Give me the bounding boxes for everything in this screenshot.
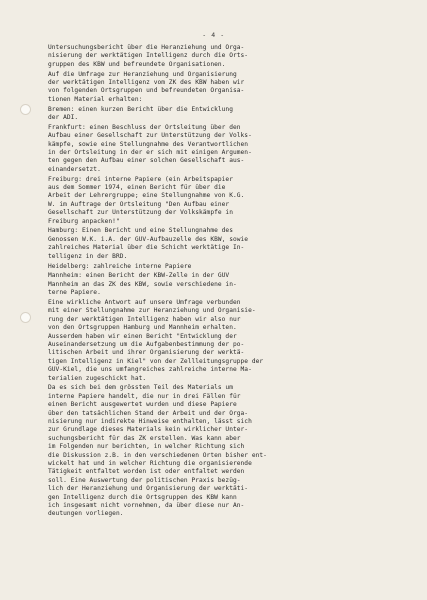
text-line: telligenz in der BRD. [48, 252, 128, 260]
text-line: interne Papiere handelt, die nur in drei Fällen für [48, 392, 241, 400]
text-line: Bremen: einen kurzen Bericht über die Entwicklung [48, 105, 233, 113]
text-line: Freiburg: drei interne Papiere (ein Arbeitspapier [48, 175, 233, 183]
text-line: Frankfurt: einen Beschluss der Ortsleitung über den [48, 123, 241, 131]
page-number: - 4 - [202, 31, 225, 39]
para-frankfurt [48, 124, 394, 174]
text-line: Auseinandersetzung um die Aufgabenbestimmung der po- [48, 340, 245, 348]
text-line: suchungsbericht für das ZK erstellen. Was kann aber [48, 434, 241, 442]
text-line: der werktätigen Intelligenz vom ZK des KBW haben wir [48, 79, 245, 87]
text-line: Aufbau einer Gesellschaft zur Unterstützung der Volks- [48, 132, 252, 140]
text-line: von den Ortsgruppen Hamburg und Mannheim erhalten. [48, 324, 237, 332]
para-freiburg [48, 176, 394, 226]
text-line: nisierung der werktätigen Intelligenz durch die Orts- [48, 52, 249, 60]
text-line: terne Papiere. [48, 289, 101, 297]
text-line: terialien zugeschickt hat. [48, 374, 147, 382]
text-line: ten gegen den Aufbau einer solchen Gesellschaft aus- [48, 157, 245, 165]
para-answer [48, 299, 394, 383]
text-line: Gesellschaft zur Unterstützung der Volkskämpfe in [48, 209, 233, 217]
text-line: deutungen vorliegen. [48, 510, 124, 518]
text-line: mit einer Stellungnahme zur Heranziehung und Organisie- [48, 307, 256, 315]
text-line: die Diskussion z.B. in den verschiedenen Orten bisher ent- [48, 451, 267, 459]
text-line: einandersetzt. [48, 165, 101, 173]
text-line: tigen Intelligenz in Kiel" von der Zellleitungsgruppe der [48, 357, 264, 365]
text-line: aus dem Sommer 1974, einen Bericht für über die [48, 184, 226, 192]
para-hamburg [48, 227, 394, 261]
text-line: im Folgenden nur berichten, in welcher Richtung sich [48, 443, 245, 451]
text-line: kämpfe, sowie eine Stellungnahme des Verantwortlichen [48, 140, 249, 148]
text-line: Mannheim: einen Bericht der KBW-Zelle in der GUV [48, 272, 230, 280]
text-line: ich insgesamt nicht vornehmen, da über diese nur An- [48, 502, 245, 510]
text-line: Heidelberg: zahlreiche interne Papiere [48, 262, 192, 270]
text-line: nisierung nur indirekte Hinweise enthalten, lässt sich [48, 417, 252, 425]
text-line: in der Ortsleitung in der er sich mit einigen Argumen- [48, 149, 252, 157]
text-line: soll. Eine Auswertung der politischen Praxis bezüg- [48, 476, 241, 484]
para-heidelberg [48, 263, 394, 271]
text-line: Auf die Umfrage zur Heranziehung und Organisierung [48, 70, 237, 78]
text-line: gen Intelligenz durch die Ortsgruppen des KBW kann [48, 493, 237, 501]
text-line: der ADI. [48, 114, 79, 122]
para-intro [48, 44, 394, 69]
text-line: Untersuchungsbericht über die Heranziehung und Orga- [48, 44, 245, 51]
text-line: einen Bericht ausgewertet wurden und diese Papiere [48, 401, 237, 409]
text-line: W. im Auftrage der Ortsleitung "Den Aufbau einer [48, 200, 230, 208]
text-line: über den tatsächlichen Stand der Arbeit und der Orga- [48, 409, 249, 417]
text-line: litischen Arbeit und ihrer Organisierung der werktä- [48, 349, 245, 357]
text-line: GUV-Kiel, die uns umfangreiches zahlreiche interne Ma- [48, 366, 252, 374]
text-line: wickelt hat und in welcher Richtung die organisierende [48, 460, 252, 468]
text-line: Da es sich bei dem grössten Teil des Materials um [48, 384, 233, 392]
punch-hole-top [20, 104, 31, 115]
text-line: von folgenden Ortsgruppen und befreundeten Organisa- [48, 87, 245, 95]
text-line: lich der Heranziehung und Organisierung der werktäti- [48, 485, 249, 493]
text-line: Genossen W.K. i.A. der GUV-Aufbauzelle des KBW, sowie [48, 235, 249, 243]
para-request [48, 71, 394, 105]
text-line: Tätigkeit entfaltet worden ist oder entfaltet werden [48, 468, 245, 476]
text-line: Eine wirkliche Antwort auf unsere Umfrage verbunden [48, 298, 241, 306]
para-bremen [48, 106, 394, 123]
text-line: Freiburg anpacken!" [48, 217, 120, 225]
text-line: rung der werktätigen Intelligenz haben wir also nur [48, 315, 241, 323]
text-line: Ausserdem haben wir einen Bericht "Entwicklung der [48, 332, 237, 340]
text-line: Arbeit der Lehrergruppe; eine Stellungnahme von K.G. [48, 192, 245, 200]
text-line: zur Grundlage dieses Materials kein wirklicher Unter- [48, 426, 249, 434]
para-analysis [48, 384, 394, 519]
text-line: Mannheim an das ZK des KBW, sowie verschiedene in- [48, 280, 237, 288]
text-line: tionen Material erhalten: [48, 95, 143, 103]
punch-hole-bottom [20, 312, 31, 323]
text-line: gruppen des KBW und befreundete Organisationen. [48, 60, 226, 68]
text-line: zahlreiches Material über die Schicht werktätige In- [48, 244, 245, 252]
document-body [48, 44, 394, 520]
text-line: Hamburg: Einen Bericht und eine Stellungnahme des [48, 227, 233, 235]
para-mannheim [48, 272, 394, 297]
